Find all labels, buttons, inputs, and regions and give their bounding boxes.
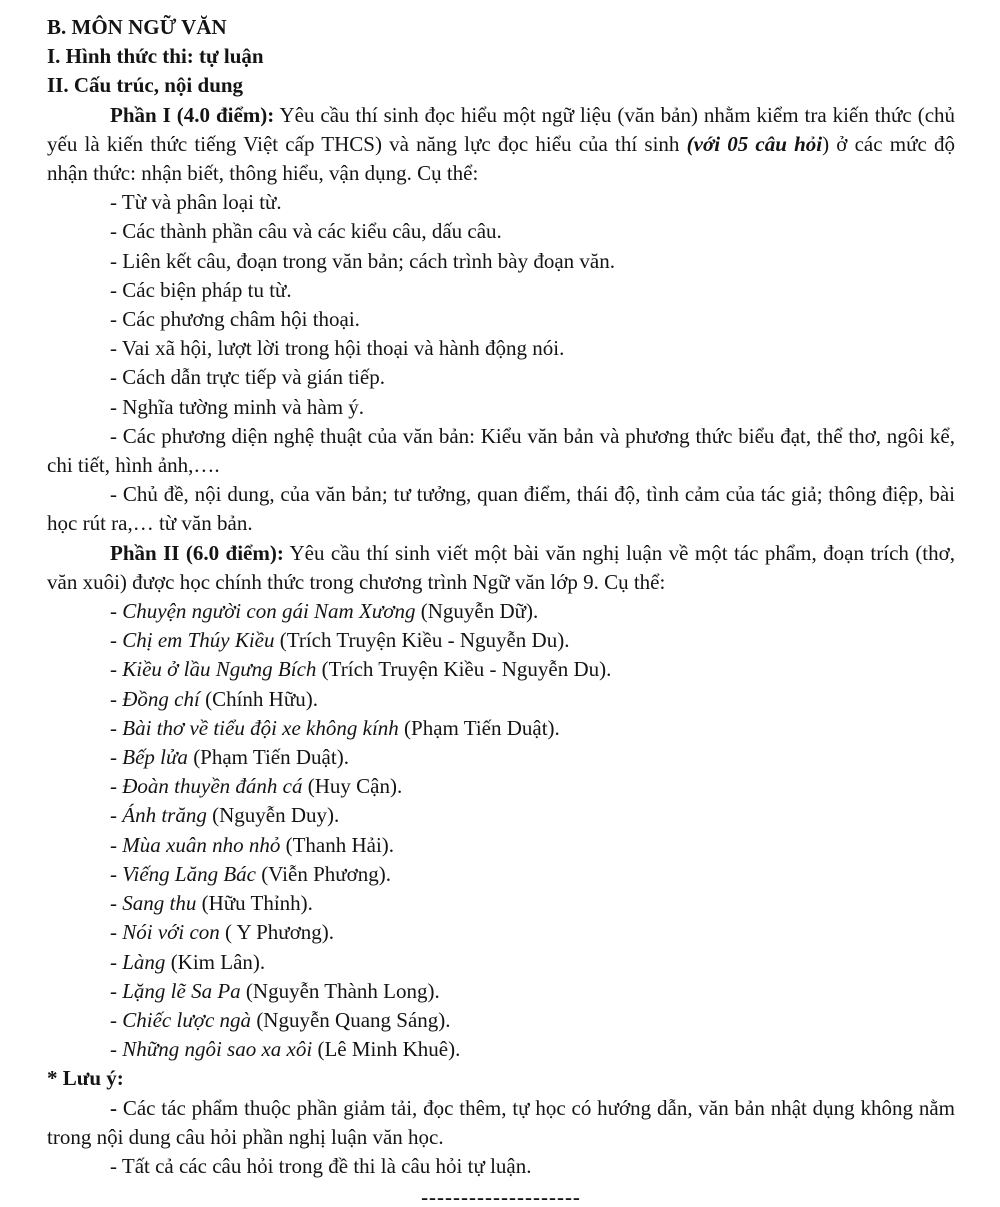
- work-dash: -: [110, 920, 123, 945]
- work-title: Viếng Lăng Bác: [122, 861, 257, 886]
- work-title: Đồng chí: [122, 686, 200, 711]
- work-dash: -: [110, 628, 123, 653]
- work-item: [47, 1006, 955, 1035]
- work-dash: -: [110, 774, 123, 799]
- part1-item: - Vai xã hội, lượt lời trong hội thoại và hành động nói.: [110, 336, 565, 361]
- work-title: Chiếc lược ngà: [122, 1007, 252, 1032]
- work-item: [47, 889, 955, 918]
- part1-intro-paragraph: [47, 101, 955, 189]
- work-item: [47, 743, 955, 772]
- work-author: (Nguyễn Dữ).: [415, 599, 539, 624]
- work-title: Làng: [122, 949, 166, 974]
- work-title: Mùa xuân nho nhỏ: [122, 832, 281, 857]
- work-author: (Phạm Tiến Duật).: [187, 745, 349, 770]
- work-item: [47, 948, 955, 977]
- work-item: [47, 977, 955, 1006]
- work-item: [47, 714, 955, 743]
- work-title: Ánh trăng: [122, 803, 207, 828]
- work-dash: -: [110, 1007, 123, 1032]
- work-author: (Phạm Tiến Duật).: [398, 715, 560, 740]
- part1-intro-text-1: Yêu cầu thí sinh đọc hiểu một ngữ liệu (văn bản) nhằm kiểm tra kiến thức (chủ yếu là kiến thức tiếng Việt cấp THCS) và năng lực đọc hiểu của thí sinh: [47, 102, 956, 156]
- work-dash: -: [110, 599, 123, 624]
- work-dash: -: [110, 832, 123, 857]
- part1-item: - Các phương châm hội thoại.: [110, 307, 360, 332]
- work-dash: -: [110, 745, 123, 770]
- work-author: (Thanh Hải).: [280, 832, 395, 857]
- part1-item: - Nghĩa tường minh và hàm ý.: [110, 394, 365, 419]
- work-title: Bài thơ về tiểu đội xe không kính: [122, 715, 399, 740]
- part1-item: - Chủ đề, nội dung, của văn bản; tư tưởng, quan điểm, thái độ, tình cảm của tác giả; thông điệp, bài học rút ra,… từ văn bản.: [47, 482, 955, 536]
- work-dash: -: [110, 861, 123, 886]
- heading-exam-format: I. Hình thức thi: tự luận: [47, 44, 264, 69]
- work-dash: -: [110, 657, 123, 682]
- note-restriction-text: Các tác phẩm thuộc phần giảm tải, đọc thêm, tự học có hướng dẫn, văn bản nhật dụng không nằm trong nội dung câu hỏi phần nghị luận văn học.: [47, 1095, 955, 1149]
- part1-item: - Liên kết câu, đoạn trong văn bản; cách trình bày đoạn văn.: [110, 248, 615, 273]
- part1-intro-emphasis: (với 05 câu hỏi: [686, 131, 823, 156]
- work-item: [47, 597, 955, 626]
- work-author: ( Y Phương).: [219, 920, 335, 945]
- work-dash: -: [110, 686, 123, 711]
- work-dash: -: [110, 891, 123, 916]
- work-title: Những ngôi sao xa xôi: [122, 1037, 313, 1062]
- work-title: Nói với con: [122, 920, 220, 945]
- work-item: [47, 831, 955, 860]
- part1-item: - Các biện pháp tu từ.: [110, 277, 292, 302]
- work-title: Kiều ở lầu Ngưng Bích: [122, 657, 317, 682]
- part2-label: Phần II (6.0 điểm):: [110, 540, 284, 565]
- work-dash: -: [110, 1037, 123, 1062]
- work-dash: -: [110, 803, 123, 828]
- work-author: (Trích Truyện Kiều - Nguyễn Du).: [274, 628, 570, 653]
- work-title: Bếp lửa: [122, 745, 188, 770]
- work-dash: -: [110, 715, 123, 740]
- work-title: Đoàn thuyền đánh cá: [122, 774, 303, 799]
- work-title: Lặng lẽ Sa Pa: [122, 978, 241, 1003]
- work-author: (Hữu Thỉnh).: [196, 891, 313, 916]
- heading-subject: B. MÔN NGỮ VĂN: [47, 15, 227, 39]
- work-author: (Viễn Phương).: [256, 861, 391, 886]
- work-item: [47, 918, 955, 947]
- work-item: [47, 801, 955, 830]
- work-item: [47, 685, 955, 714]
- work-author: (Chính Hữu).: [199, 686, 318, 711]
- notes-heading: * Lưu ý:: [47, 1066, 124, 1091]
- work-item: [47, 772, 955, 801]
- work-author: (Nguyễn Quang Sáng).: [251, 1007, 451, 1032]
- part1-intro-text-2: ) ở các mức độ nhận thức: nhận biết, thông hiểu, vận dụng. Cụ thể:: [47, 131, 955, 186]
- work-dash: -: [110, 978, 123, 1003]
- work-author: (Kim Lân).: [165, 949, 266, 974]
- part2-intro-text: Yêu cầu thí sinh viết một bài văn nghị luận về một tác phẩm, đoạn trích (thơ, văn xuôi) được học chính thức trong chương trình Ngữ văn lớp 9. Cụ thể:: [47, 540, 955, 594]
- part2-intro-paragraph: [47, 539, 955, 597]
- part1-item: - Các thành phần câu và các kiểu câu, dấu câu.: [110, 219, 502, 244]
- work-author: (Nguyễn Thành Long).: [240, 978, 440, 1003]
- work-author: (Trích Truyện Kiều - Nguyễn Du).: [316, 657, 612, 682]
- work-author: (Lê Minh Khuê).: [312, 1037, 461, 1062]
- work-item: [47, 626, 955, 655]
- work-title: Chị em Thúy Kiều: [122, 628, 275, 653]
- work-title: Sang thu: [122, 891, 197, 916]
- note-dash: -: [110, 1095, 117, 1120]
- heading-structure-content: II. Cấu trúc, nội dung: [47, 73, 244, 98]
- part1-item: - Cách dẫn trực tiếp và gián tiếp.: [110, 365, 385, 390]
- work-item: [47, 860, 955, 889]
- part1-item: - Các phương diện nghệ thuật của văn bản: Kiểu văn bản và phương thức biểu đạt, thể thơ, ngôi kể, chi tiết, hình ảnh,….: [47, 423, 955, 478]
- note-essay-type: - Tất cả các câu hỏi trong đề thi là câu hỏi tự luận.: [110, 1153, 532, 1178]
- work-item: [47, 1035, 955, 1064]
- work-author: (Nguyễn Duy).: [206, 803, 340, 828]
- note-restriction: [47, 1094, 955, 1152]
- work-item: [47, 655, 955, 684]
- end-separator: --------------------: [421, 1185, 581, 1207]
- work-title: Chuyện người con gái Nam Xương: [122, 599, 416, 624]
- work-dash: -: [110, 949, 123, 974]
- part1-item: - Từ và phân loại từ.: [110, 190, 282, 215]
- part1-label: Phần I (4.0 điểm):: [110, 102, 275, 127]
- work-author: (Huy Cận).: [302, 774, 403, 799]
